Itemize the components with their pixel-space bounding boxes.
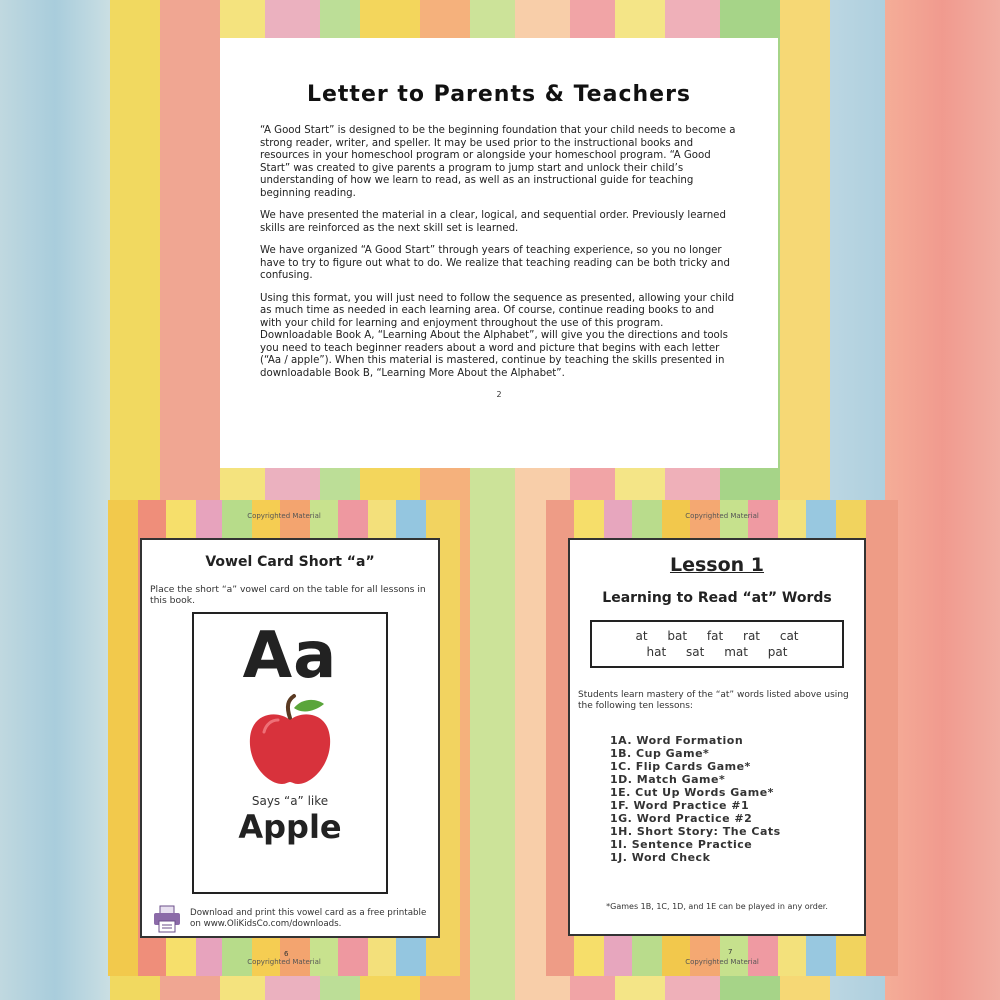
letter-paragraph: Using this format, you will just need to follow the sequence as presented, allowing your child as much time as needed in each learning area. Of course, continue reading books to and with your child for learning and enjoyment throughout the use of this program. Downloadable Book A, “Learning About the Alphabet”, will give you the directions and tools you need to teach beginner readers about a word and picture that begins with each letter (“Aa / apple”). When this material is mastered, continue by teaching the skills presented in downloadable Book B, “Learning More About the Alphabet”. bbox=[260, 292, 735, 379]
letter-title: Letter to Parents & Teachers bbox=[306, 82, 692, 107]
word-list-box bbox=[590, 620, 844, 668]
says-text: Says “a” like bbox=[251, 794, 329, 808]
word: cat bbox=[779, 629, 799, 643]
lesson-item: 1H. Short Story: The Cats bbox=[610, 825, 781, 838]
letter-paragraph: We have organized “A Good Start” through years of teaching experience, so you no longer have to try to figure out what to do. We realize that teaching reading can be both tricky and confusing. bbox=[260, 245, 730, 281]
lesson-item: 1E. Cut Up Words Game* bbox=[610, 786, 774, 799]
word: bat bbox=[667, 629, 688, 643]
lesson-subheading: Learning to Read “at” Words bbox=[602, 590, 832, 606]
word-row bbox=[592, 628, 842, 644]
lesson-heading: Lesson 1 bbox=[669, 554, 765, 576]
vowel-card bbox=[140, 538, 440, 938]
vowel-flashcard bbox=[192, 612, 388, 894]
lesson-item: 1I. Sentence Practice bbox=[610, 838, 753, 851]
big-letters: Aa bbox=[242, 619, 338, 693]
lesson-item: 1A. Word Formation bbox=[610, 734, 744, 747]
letter-page-number: 2 bbox=[496, 390, 502, 399]
download-row bbox=[152, 904, 428, 934]
apple-word: Apple bbox=[238, 808, 342, 846]
vowel-card-instruction: Place the short “a” vowel card on the table for all lessons in this book. bbox=[150, 584, 426, 606]
word: hat bbox=[646, 645, 667, 659]
copyright-top: Copyrighted Material bbox=[247, 512, 321, 520]
page-number: 7 bbox=[728, 948, 733, 956]
lesson-item: 1C. Flip Cards Game* bbox=[610, 760, 751, 773]
letter-paragraph: “A Good Start” is designed to be the beginning foundation that your child needs to become a strong reader, writer, and speller. It may be used prior to the instructional books and resources in your homeschool program or alongside your homeschool program. “A Good Start” was created to give parents a program to jump start and unlock their child’s understanding of how we learn to read, as well as an instructional guide for teaching beginning reading. bbox=[260, 125, 736, 199]
word-row bbox=[592, 644, 842, 660]
lesson-item: 1F. Word Practice #1 bbox=[610, 799, 750, 812]
lesson-item: 1J. Word Check bbox=[610, 851, 711, 864]
games-note: *Games 1B, 1C, 1D, and 1E can be played in any order. bbox=[606, 902, 828, 911]
copyright-top: Copyrighted Material bbox=[685, 512, 759, 520]
lesson-item: 1D. Match Game* bbox=[610, 773, 726, 786]
printer-icon bbox=[152, 904, 182, 934]
lesson-item: 1B. Cup Game* bbox=[610, 747, 710, 760]
word: at bbox=[635, 629, 648, 643]
letter-page bbox=[220, 38, 778, 468]
apple-icon bbox=[242, 692, 338, 788]
page-number: 6 bbox=[284, 950, 289, 958]
copyright-bottom: Copyrighted Material bbox=[247, 958, 321, 966]
word: sat bbox=[686, 645, 705, 659]
word: rat bbox=[743, 629, 761, 643]
letter-paragraph: We have presented the material in a clear, logical, and sequential order. Previously learned skills are reinforced as the next skill set is learned. bbox=[260, 210, 726, 234]
lesson-book-page bbox=[546, 500, 898, 976]
download-text: Download and print this vowel card as a free printable on www.OliKidsCo.com/downloads. bbox=[190, 908, 427, 929]
word: fat bbox=[706, 629, 724, 643]
vowel-card-title: Vowel Card Short “a” bbox=[205, 554, 375, 570]
lesson-card bbox=[568, 538, 866, 936]
lesson-item: 1G. Word Practice #2 bbox=[610, 812, 753, 825]
lesson-list bbox=[610, 734, 856, 864]
word: pat bbox=[767, 645, 788, 659]
vowel-book-page bbox=[108, 500, 460, 976]
copyright-bottom: Copyrighted Material bbox=[685, 958, 759, 966]
word: mat bbox=[724, 645, 748, 659]
students-text: Students learn mastery of the “at” words listed above using the following ten lessons: bbox=[578, 690, 849, 711]
